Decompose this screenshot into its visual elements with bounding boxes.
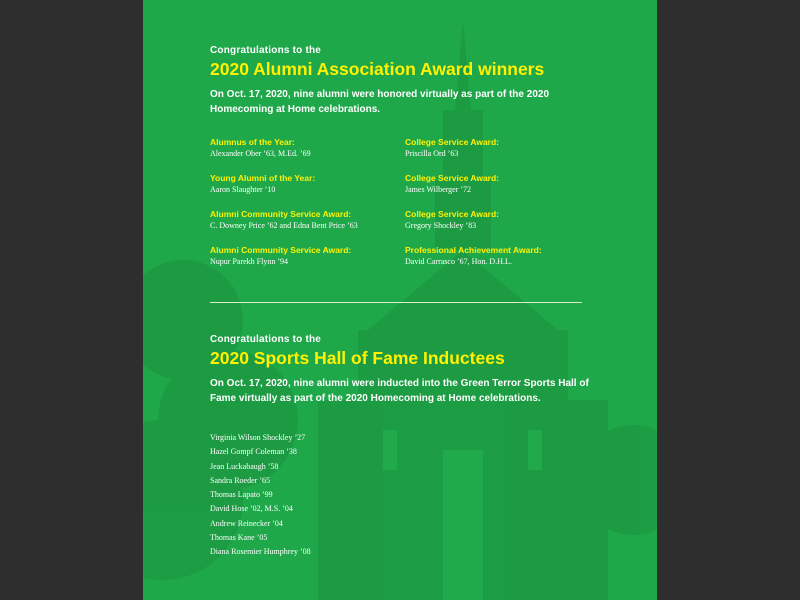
list-item: Andrew Reinecker ’04 xyxy=(210,518,283,528)
sports-congrats-line: Congratulations to the xyxy=(210,334,322,345)
award-recipient: James Wilberger ’72 xyxy=(405,185,472,194)
alumni-congrats-line: Congratulations to the xyxy=(210,45,322,56)
alumni-award-section xyxy=(210,44,590,277)
award-recipient: David Carrasco ’67, Hon. D.H.L. xyxy=(405,257,512,266)
award-item xyxy=(210,137,410,159)
award-title: College Service Award: xyxy=(405,209,500,219)
award-title: College Service Award: xyxy=(405,173,500,183)
award-item xyxy=(210,209,410,231)
award-title: Professional Achievement Award: xyxy=(405,245,542,255)
award-recipient: Priscilla Ord ’63 xyxy=(405,149,459,158)
award-recipient: Alexander Ober ’63, M.Ed. ’69 xyxy=(210,149,311,158)
alumni-intro-text: On Oct. 17, 2020, nine alumni were honored virtually as part of the 2020 Homecoming at Home celebrations. xyxy=(210,89,549,115)
list-item: David Hose ’02, M.S. ’04 xyxy=(210,504,293,514)
list-item: Thomas Lapato ’99 xyxy=(210,490,273,500)
alumni-headline: 2020 Alumni Association Award winners xyxy=(210,59,545,79)
award-recipient: Aaron Slaughter ’10 xyxy=(210,185,276,194)
award-title: College Service Award: xyxy=(405,137,500,147)
sports-intro-text: On Oct. 17, 2020, nine alumni were inducted into the Green Terror Sports Hall of Fame virtually as part of the 2020 Homecoming at Home celebrations. xyxy=(210,378,589,404)
list-item: Sandra Roeder ’65 xyxy=(210,475,270,485)
sports-hall-of-fame-section xyxy=(210,333,600,560)
award-title: Alumnus of the Year: xyxy=(210,137,295,147)
list-item: Diana Rosemier Humphrey ’08 xyxy=(210,547,311,557)
award-item xyxy=(210,173,410,195)
list-item: Hazel Gompf Coleman ’38 xyxy=(210,447,297,457)
award-recipient: Gregory Shockley ’83 xyxy=(405,221,477,230)
section-divider xyxy=(210,302,582,303)
award-item xyxy=(405,137,605,159)
awards-grid xyxy=(210,137,590,277)
list-item: Virginia Wilson Shockley ’27 xyxy=(210,433,306,442)
inductee-list xyxy=(210,431,600,560)
award-item xyxy=(405,209,605,231)
award-title: Alumni Community Service Award: xyxy=(210,245,352,255)
award-title: Young Alumni of the Year: xyxy=(210,173,316,183)
award-recipient: C. Downey Price ’62 and Edna Bent Price ’63 xyxy=(210,221,358,230)
list-item: Jean Luckabaugh ’58 xyxy=(210,461,279,471)
sports-headline: 2020 Sports Hall of Fame Inductees xyxy=(210,348,505,368)
award-item xyxy=(405,173,605,195)
award-title: Alumni Community Service Award: xyxy=(210,209,352,219)
award-item xyxy=(210,245,410,267)
award-recipient: Nupur Parekh Flynn ’94 xyxy=(210,257,288,266)
newsletter-page xyxy=(143,0,657,600)
award-item xyxy=(405,245,605,267)
list-item: Thomas Kane ’05 xyxy=(210,533,268,543)
